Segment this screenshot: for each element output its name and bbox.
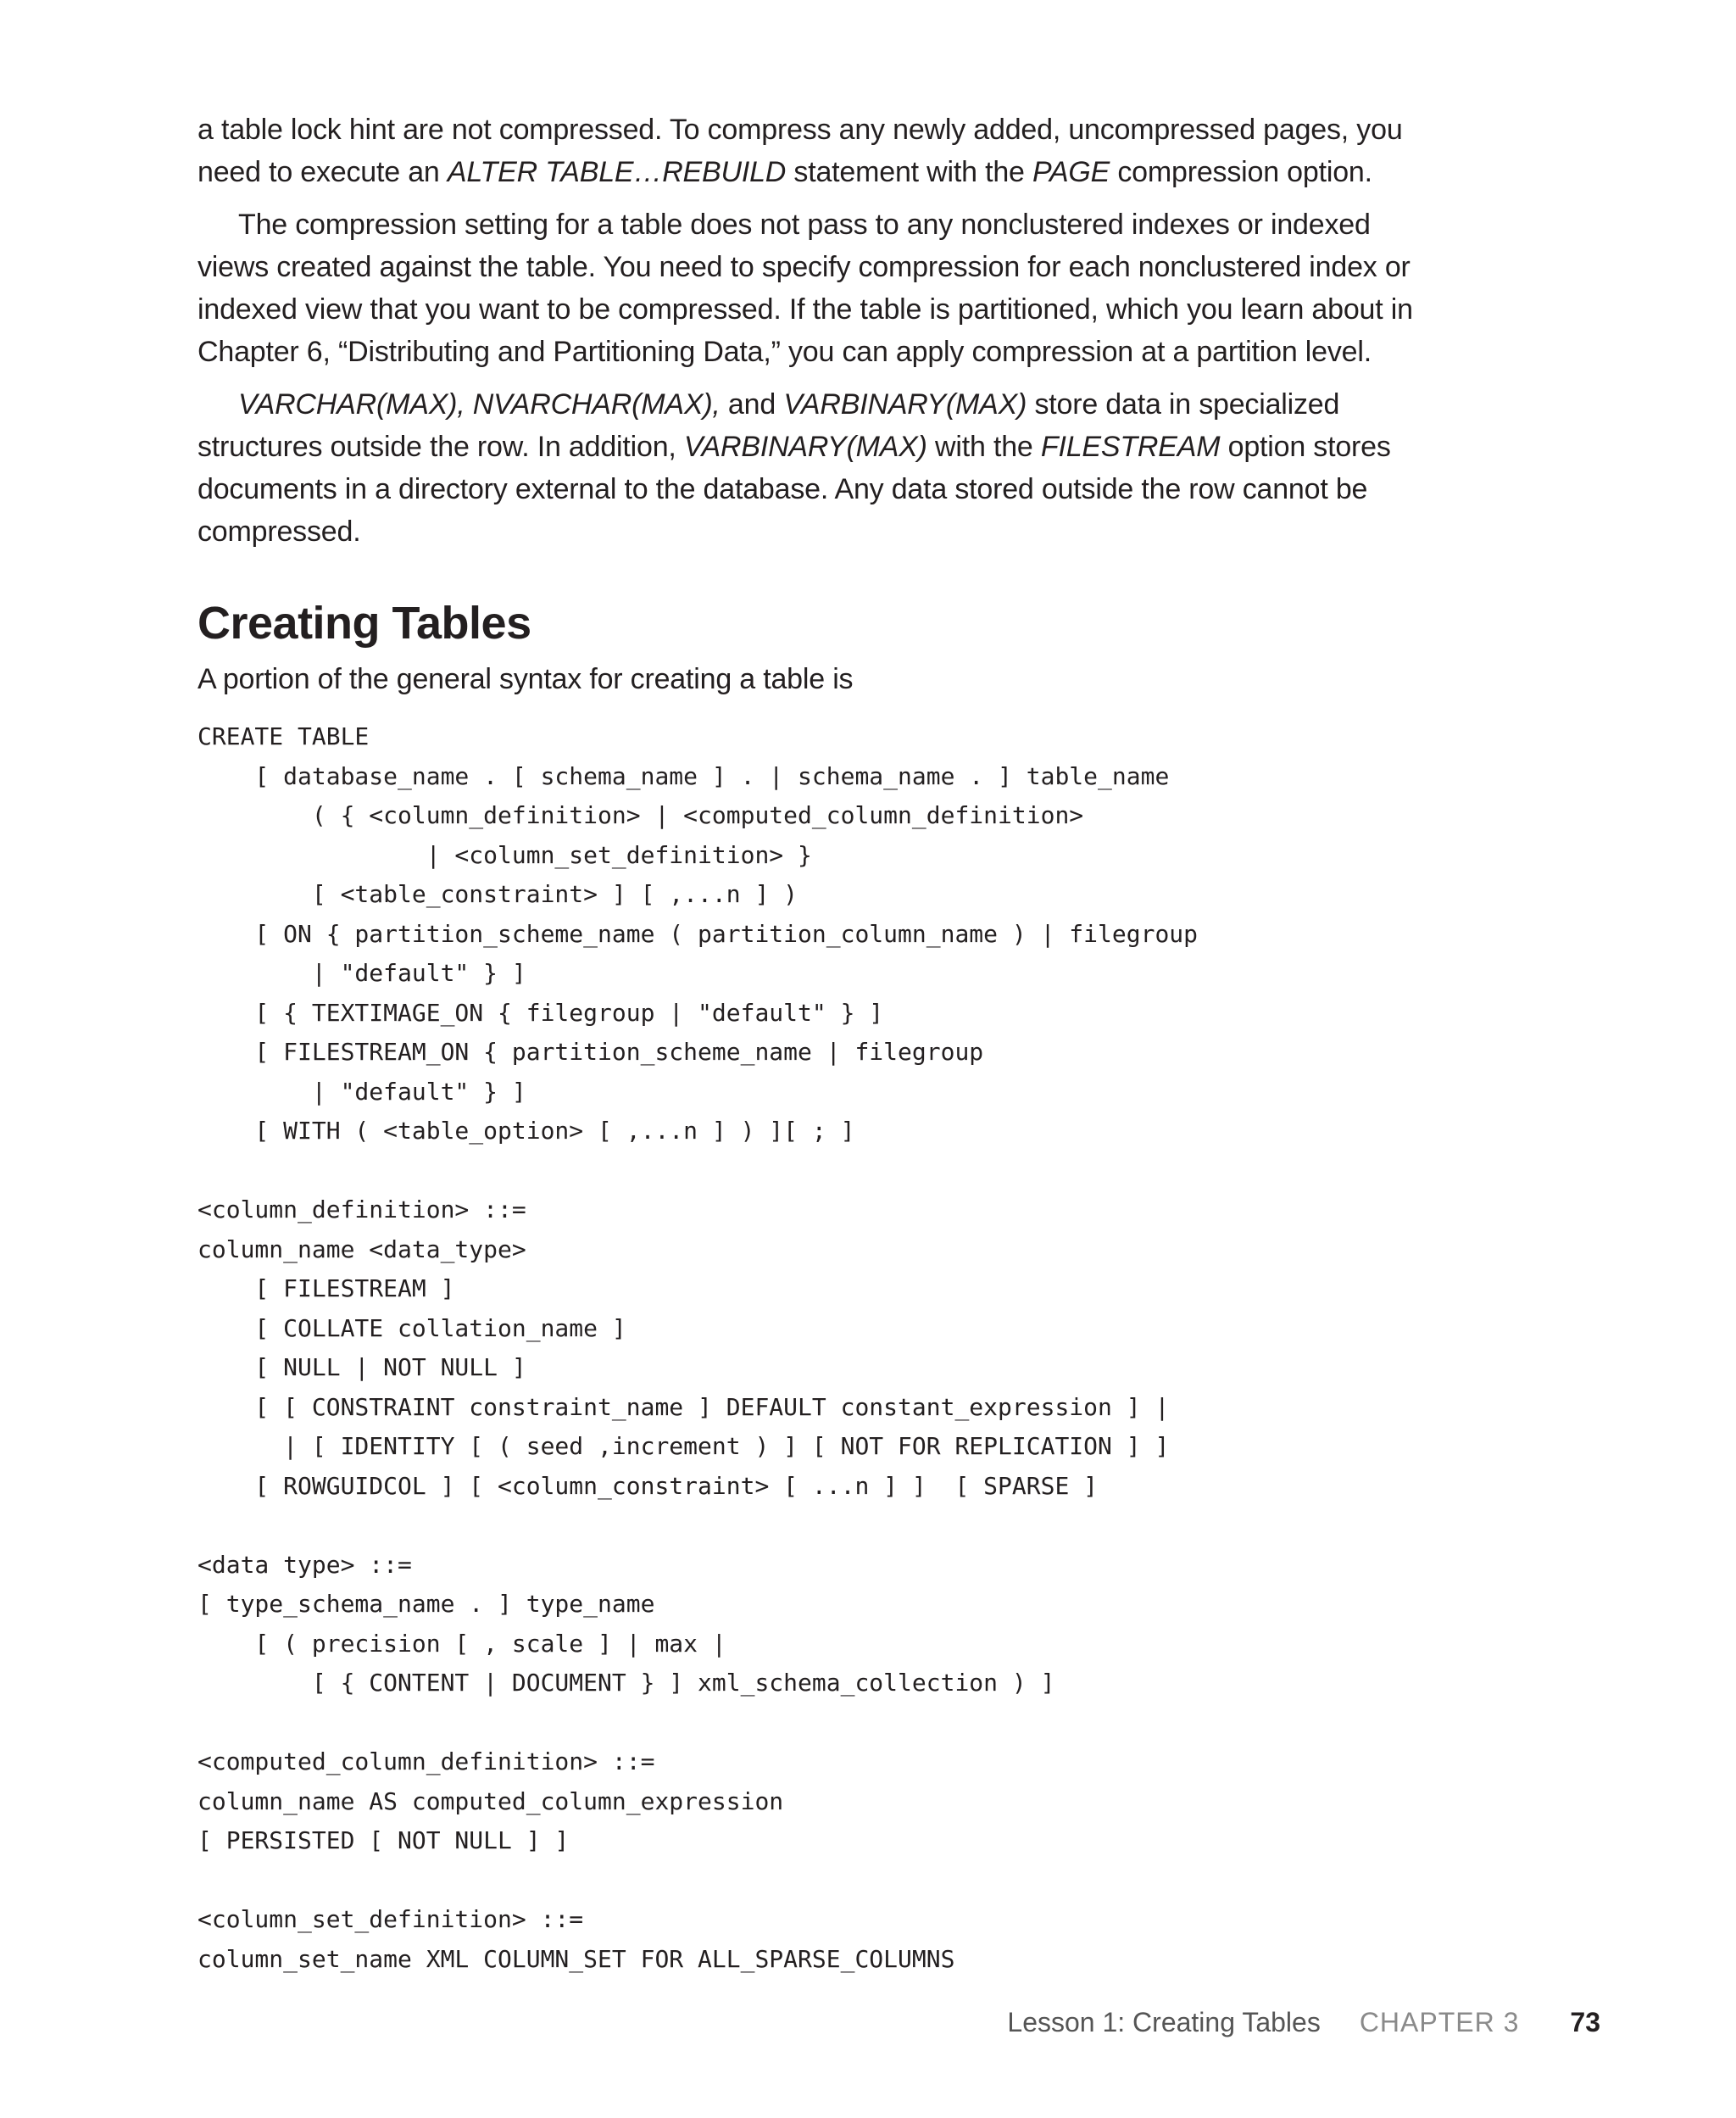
code-line: [ ON { partition_scheme_name ( partition_column_name ) | filegroup xyxy=(198,919,1199,948)
text-run: and xyxy=(720,388,784,421)
code-line xyxy=(198,1151,1435,1191)
code-line: <computed_column_definition> ::= xyxy=(198,1747,655,1775)
code-line: | <column_set_definition> } xyxy=(198,840,812,869)
code-line: [ NULL | NOT NULL ] xyxy=(198,1353,526,1381)
section-intro: A portion of the general syntax for creating a table is xyxy=(198,663,854,695)
code-line: column_set_name XML COLUMN_SET FOR ALL_SPARSE_COLUMNS xyxy=(198,1944,955,1973)
page-content xyxy=(198,109,1435,1979)
body-paragraph xyxy=(198,109,1435,193)
code-line: CREATE TABLE xyxy=(198,722,370,750)
body-paragraph xyxy=(198,383,1435,553)
italic-term: PAGE xyxy=(1032,156,1110,188)
code-line: | "default" } ] xyxy=(198,1077,526,1106)
text-run: store data in specialized structures outside the row. In addition, xyxy=(198,388,1340,463)
section-heading: Creating Tables xyxy=(198,598,531,649)
code-line: | "default" } ] xyxy=(198,959,526,987)
code-line: <column_set_definition> ::= xyxy=(198,1905,584,1933)
text-run: The compression setting for a table does not pass to any nonclustered indexes or indexed views created against the table. You need to specify compression for each nonclustered index or indexed view that you want to be compressed. If the table is partitioned, which you learn about in Chapter 6, “Distributing and Partitioning Data,” you can apply compression at a partition level. xyxy=(198,209,1413,368)
code-line: [ database_name . [ schema_name ] . | schema_name . ] table_name xyxy=(198,761,1170,790)
italic-term: ALTER TABLE…REBUILD xyxy=(447,156,787,188)
code-line: <column_definition> ::= xyxy=(198,1196,526,1223)
code-line: [ <table_constraint> ] [ ,...n ] ) xyxy=(198,880,798,908)
code-line: [ [ CONSTRAINT constraint_name ] DEFAULT constant_expression ] | xyxy=(198,1392,1170,1421)
code-line: [ type_schema_name . ] type_name xyxy=(198,1590,655,1618)
text-run: option stores documents in a directory external to the database. Any data stored outside the row cannot be compressed. xyxy=(198,431,1391,548)
footer-chapter-label: CHAPTER 3 xyxy=(1359,2006,1520,2037)
italic-term: FILESTREAM xyxy=(1040,431,1221,463)
code-line: ( { <column_definition> | <computed_column_definition> xyxy=(198,801,1084,829)
code-line: [ { CONTENT | DOCUMENT } ] xml_schema_collection ) ] xyxy=(198,1669,1055,1697)
code-line: [ WITH ( <table_option> [ ,...n ] ) ][ ; ] xyxy=(198,1117,855,1145)
page-footer xyxy=(1007,2001,1600,2043)
code-line: column_name <data_type> xyxy=(198,1235,526,1263)
code-line: [ { TEXTIMAGE_ON { filegroup | "default" } ] xyxy=(198,998,884,1027)
code-line: [ COLLATE collation_name ] xyxy=(198,1313,626,1342)
text-run: with the xyxy=(926,431,1041,463)
footer-lesson-title: Lesson 1: Creating Tables xyxy=(1007,2006,1321,2037)
text-run: compression option. xyxy=(1110,156,1372,188)
code-line: | [ IDENTITY [ ( seed ,increment ) ] [ NOT FOR REPLICATION ] ] xyxy=(198,1432,1170,1460)
code-line: [ ( precision [ , scale ] | max | xyxy=(198,1629,726,1658)
code-line: [ ROWGUIDCOL ] [ <column_constraint> [ ...n ] ] [ SPARSE ] xyxy=(198,1471,1099,1500)
page-number: 73 xyxy=(1570,2006,1600,2037)
code-line xyxy=(198,1861,1435,1901)
italic-term: VARCHAR(MAX), NVARCHAR(MAX), xyxy=(238,388,721,421)
italic-term: VARBINARY(MAX) xyxy=(683,431,927,463)
body-paragraph xyxy=(198,203,1435,373)
code-line: <data type> ::= xyxy=(198,1550,412,1579)
code-block xyxy=(198,717,1435,1979)
code-line xyxy=(198,1703,1435,1743)
code-line: column_name AS computed_column_expression xyxy=(198,1786,784,1815)
code-line: [ PERSISTED [ NOT NULL ] ] xyxy=(198,1826,570,1854)
text-run: a table lock hint are not compressed. To compress any newly added, uncompressed pages, you need to execute an xyxy=(198,114,1403,188)
body-text xyxy=(198,109,1435,553)
code-line: [ FILESTREAM ] xyxy=(198,1274,455,1302)
italic-term: VARBINARY(MAX) xyxy=(783,388,1027,421)
text-run: statement with the xyxy=(786,156,1032,188)
code-line xyxy=(198,1506,1435,1546)
code-line: [ FILESTREAM_ON { partition_scheme_name | filegroup xyxy=(198,1038,984,1066)
